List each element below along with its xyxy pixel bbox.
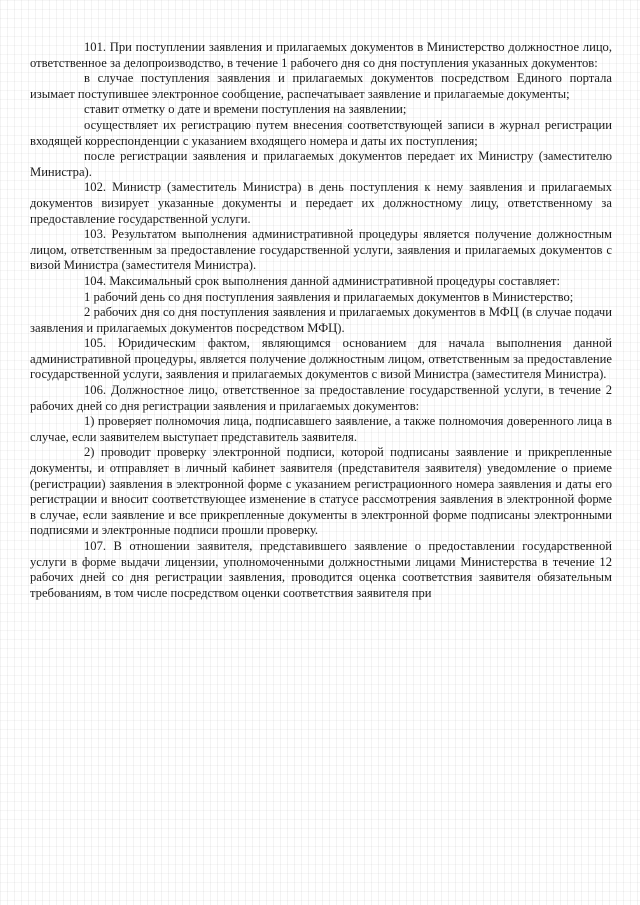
paragraph-104: 104. Максимальный срок выполнения данной административной процедуры составляет: xyxy=(84,273,560,288)
paragraph-102: 102. Министр (заместитель Министра) в день поступления к нему заявления и прилагаемых документов визирует указанные документы и передает их должностному лицу, ответственному за предоставление государственной услуги. xyxy=(30,180,612,226)
document-body xyxy=(30,40,612,601)
paragraph-107: 107. В отношении заявителя, представившего заявление о предоставлении государственной услуги в форме выдачи лицензии, уполномоченными должностными лицами Министерства в течение 12 рабочих дней со дня регистрации заявления, проводится оценка соответствия заявителя обязательным требованиям, в том числе посредством оценки соответствия заявителя при xyxy=(30,539,612,600)
paragraph-106: 106. Должностное лицо, ответственное за предоставление государственной услуги, в течение 2 рабочих дней со дня регистрации заявления и прилагаемых документов: xyxy=(30,383,612,413)
paragraph-101-transfer: после регистрации заявления и прилагаемых документов передает их Министру (заместителю Министра). xyxy=(30,149,612,179)
paragraph-101-mark: ставит отметку о дате и времени поступления на заявлении; xyxy=(84,102,407,117)
paragraph-105: 105. Юридическим фактом, являющимся основанием для начала выполнения данной административной процедуры, является получение должностным лицом, ответственным за предоставление государственной услуги, заявления и прилагаемых документов с визой Министра (заместителя Министра). xyxy=(30,336,612,382)
paragraph-106-item-1: 1) проверяет полномочия лица, подписавшего заявление, а также полномочия доверенного лица в случае, если заявителем выступает представитель заявителя. xyxy=(30,414,612,444)
paragraph-104-ministry: 1 рабочий день со дня поступления заявления и прилагаемых документов в Министерство; xyxy=(84,289,574,304)
paragraph-101-portal: в случае поступления заявления и прилагаемых документов посредством Единого портала изымает поступившее электронное сообщение, распечатывает заявление и прилагаемые документы; xyxy=(30,71,612,101)
paragraph-106-item-2: 2) проводит проверку электронной подписи, которой подписаны заявление и прикрепленные документы, и отправляет в личный кабинет заявителя (представителя заявителя) уведомление о приеме (регистрации) заявления в электронной форме с указанием регистрационного номера заявления и даты его регистрации и вносит соответствующее изменение в статусе рассмотрения заявления в электронной форме в случае, если заявление и все прикрепленные документы в электронной форме подписаны электронными подписями и электронные подписи прошли проверку. xyxy=(30,445,612,538)
paragraph-101: 101. При поступлении заявления и прилагаемых документов в Министерство должностное лицо, ответственное за делопроизводство, в течение 1 рабочего дня со дня поступления указанных документов: xyxy=(30,40,612,70)
paragraph-103: 103. Результатом выполнения административной процедуры является получение должностным лицом, ответственным за предоставление государственной услуги, заявления и прилагаемых документов с визой Министра (заместителя Министра). xyxy=(30,227,612,273)
paragraph-104-mfc: 2 рабочих дня со дня поступления заявления и прилагаемых документов в МФЦ (в случае подачи заявления и прилагаемых документов посредством МФЦ). xyxy=(30,305,612,335)
paragraph-101-register: осуществляет их регистрацию путем внесения соответствующей записи в журнал регистрации входящей корреспонденции с указанием входящего номера и даты их поступления; xyxy=(30,117,612,148)
